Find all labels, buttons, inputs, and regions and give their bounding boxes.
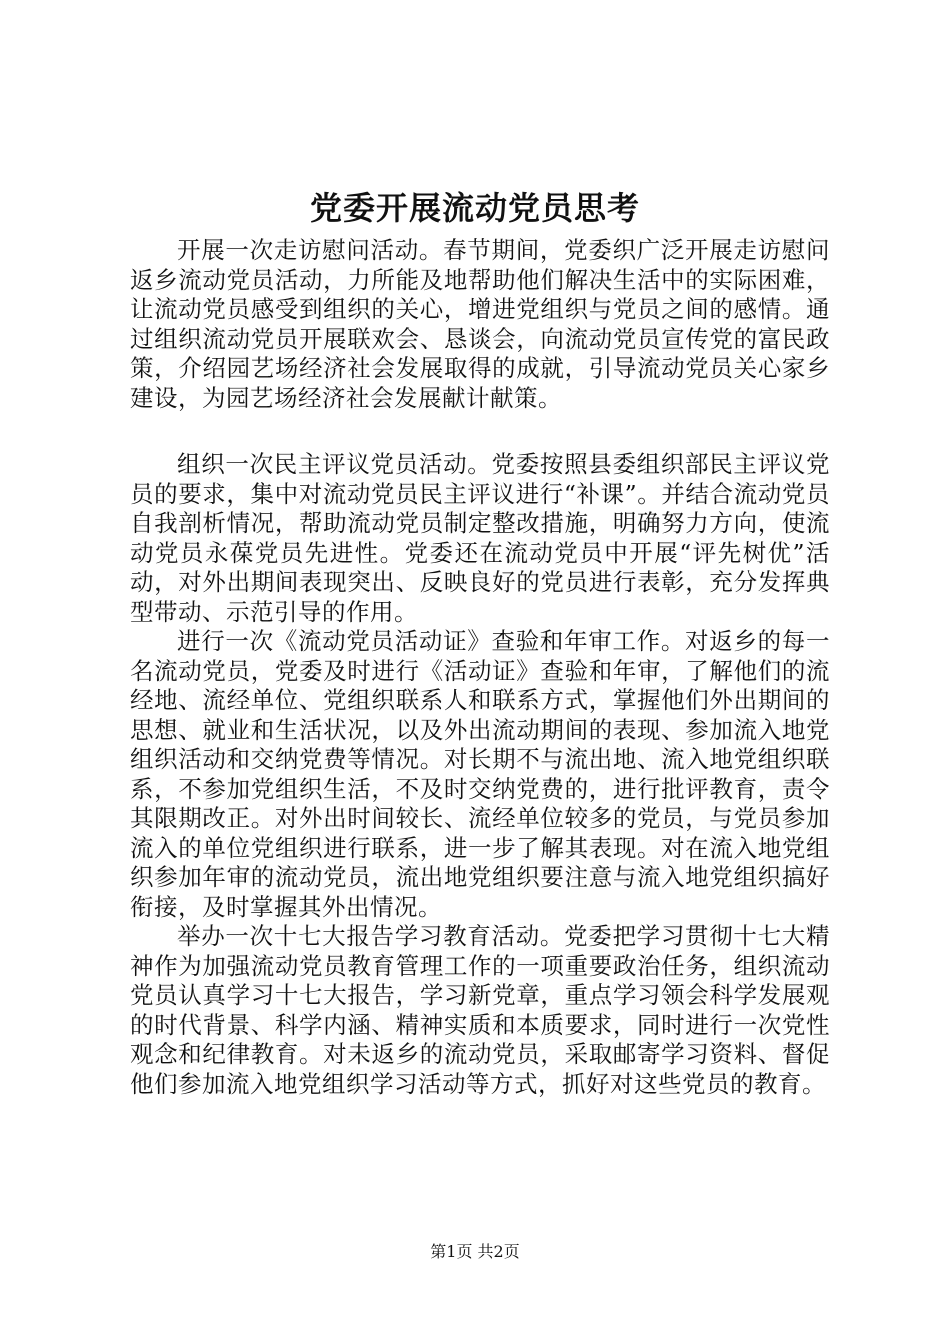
paragraph-study: 举办一次十七大报告学习教育活动。党委把学习贯彻十七大精神作为加强流动党员教育管理工作的一项重要政治任务，组织流动党员认真学习十七大报告，学习新党章，重点学习领会科学发展观的时代背景、科学内涵、精神实质和本质要求，同时进行一次党性观念和纪律教育。对未返乡的流动党员，采取邮寄学习资料、督促他们参加流入地党组织学习活动等方式，抓好对这些党员的教育。 (130, 922, 830, 1098)
page-footer: 第1页 共2页 (430, 1242, 520, 1261)
paragraph-visit: 开展一次走访慰问活动。春节期间，党委织广泛开展走访慰问返乡流动党员活动，力所能及地帮助他们解决生活中的实际困难，让流动党员感受到组织的关心，增进党组织与党员之间的感情。通过组织流动党员开展联欢会、恳谈会，向流动党员宣传党的富民政策，介绍园艺场经济社会发展取得的成就，引导流动党员关心家乡建设，为园艺场经济社会发展献计献策。 (130, 236, 830, 412)
paragraph-certificate: 进行一次《流动党员活动证》查验和年审工作。对返乡的每一名流动党员，党委及时进行《活动证》查验和年审，了解他们的流经地、流经单位、党组织联系人和联系方式，掌握他们外出期间的思想、就业和生活状况，以及外出流动期间的表现、参加流入地党组织活动和交纳党费等情况。对长期不与流出地、流入地党组织联系，不参加党组织生活，不及时交纳党费的，进行批评教育，责令其限期改正。对外出时间较长、流经单位较多的党员，与党员参加流入的单位党组织进行联系，进一步了解其表现。对在流入地党组织参加年审的流动党员，流出地党组织要注意与流入地党组织搞好衔接，及时掌握其外出情况。 (130, 627, 830, 921)
paragraph-evaluation: 组织一次民主评议党员活动。党委按照县委组织部民主评议党员的要求，集中对流动党员民主评议进行“补课”。并结合流动党员自我剖析情况，帮助流动党员制定整改措施，明确努力方向，使流动党员永葆党员先进性。党委还在流动党员中开展“评先树优”活动，对外出期间表现突出、反映良好的党员进行表彰，充分发挥典型带动、示范引导的作用。 (130, 450, 830, 626)
paragraph-group-2 (130, 450, 830, 1099)
paragraph-group-1 (130, 236, 830, 413)
document-title: 党委开展流动党员思考 (309, 189, 640, 227)
